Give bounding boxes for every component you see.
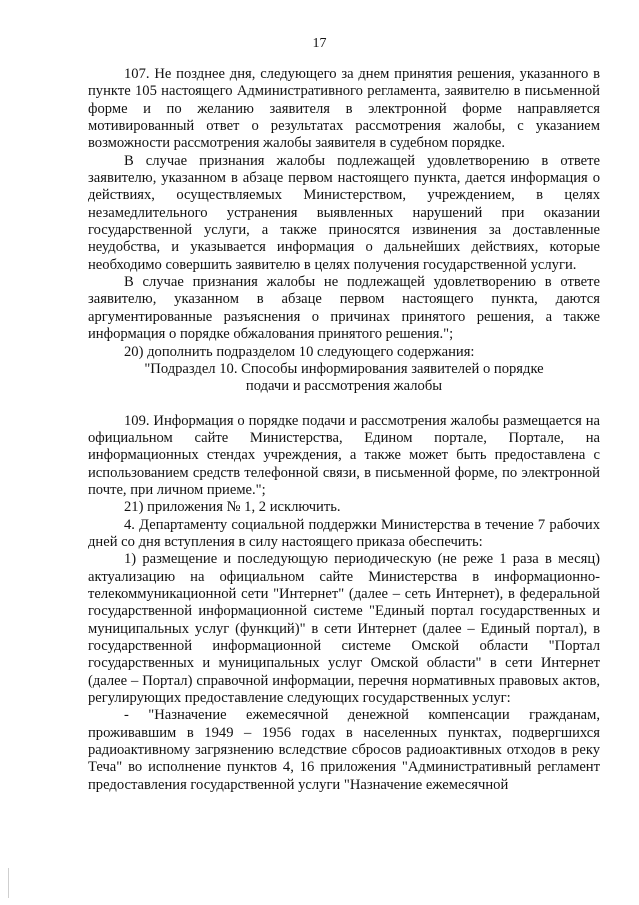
page-number: 17 [312,36,327,51]
subsection-heading-line-1: "Подраздел 10. Способы информирования заявителей о порядке [144,360,544,377]
paragraph-item-20: 20) дополнить подразделом 10 следующего содержания: [124,343,475,360]
scan-edge-mark [8,868,9,898]
paragraph-dash-item: - "Назначение ежемесячной денежной компенсации гражданам, проживавшим в 1949 – 1956 годах в населенных пунктах, подвергшихся радиоактивному загрязнению вследствие сбросов радиоактивных отходов в реку Теча" во исполнение пунктов 4, 16 приложения "Административный регламент предоставления государственной услуги "Назначение ежемесячной [88,707,600,793]
paragraph-item-4: 4. Департаменту социальной поддержки Министерства в течение 7 рабочих дней со дня вступления в силу настоящего приказа обеспечить: [88,516,600,550]
paragraph-complaint-satisfied: В случае признания жалобы подлежащей удовлетворению в ответе заявителю, указанном в абзаце первом настоящего пункта, дается информация о действиях, осуществляемых Министерством, учреждением, в целях незамедлительного устранения выявленных нарушений при оказании государственной услуги, а также приносятся извинения за доставленные неудобства, и указывается информация о дальнейших действиях, которые необходимо совершить заявителю в целях получения государственной услуги. [88,152,600,273]
subsection-heading-line-2: подачи и рассмотрения жалобы [245,378,443,395]
document-body [88,66,600,794]
paragraph-item-4-1: 1) размещение и последующую периодическую (не реже 1 раза в месяц) актуализацию на официальном сайте Министерства в информационно-телекоммуникационной сети "Интернет" (далее – сеть Интернет), в федеральной государственной информационной системе "Единый портал государственных и муниципальных услуг (функций)" в сети Интернет (далее – Единый портал), в государственной информационной системе Омской области "Портал государственных и муниципальных услуг Омской области" в сети Интернет (далее – Портал) справочной информации, перечня нормативных правовых актов, регулирующих предоставление следующих государственных услуг: [88,551,600,707]
paragraph-complaint-rejected: В случае признания жалобы не подлежащей удовлетворению в ответе заявителю, указанном в абзаце первом настоящего пункта, даются аргументированные разъяснения о причинах принятого решения, а также информация о порядке обжалования принятого решения."; [88,274,600,343]
spacer [88,396,600,413]
paragraph-item-21: 21) приложения № 1, 2 исключить. [124,499,341,516]
paragraph-107-response: 107. Не позднее дня, следующего за днем принятия решения, указанного в пункте 105 настоящего Административного регламента, заявителю в письменной форме и по желанию заявителя в электронной форме направляется мотивированный ответ о результатах рассмотрения жалобы, с указанием возможности рассмотрения жалобы заявителя в судебном порядке. [88,66,600,152]
paragraph-109-information: 109. Информация о порядке подачи и рассмотрения жалобы размещается на официальном сайте Министерства, Едином портале, Портале, на информационных стендах учреждения, а также может быть предоставлена с использованием средств телефонной связи, в письменной форме, по электронной почте, при личном приеме."; [88,412,600,498]
